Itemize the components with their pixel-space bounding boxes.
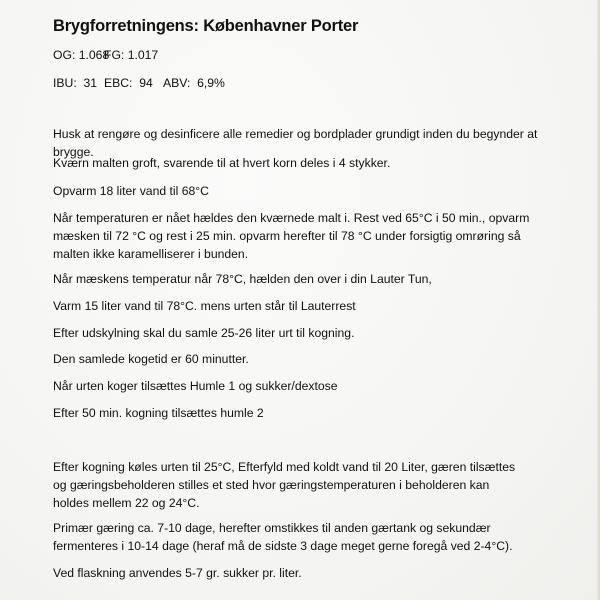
stat-ibu: IBU: 31 <box>53 76 98 90</box>
paragraph-hops-1: Når urten koger tilsættes Humle 1 og sukker/dextose <box>53 379 338 393</box>
document-title: Brygforretningens: Københavner Porter <box>53 17 359 35</box>
paragraph-boil-time: Den samlede kogetid er 60 minutter. <box>53 352 249 366</box>
paragraph-hops-2: Efter 50 min. kogning tilsættes humle 2 <box>53 406 264 420</box>
paragraph-fermentation: Primær gæring ca. 7-10 dage, herefter omstikkes til anden gærtank og sekundær fermenteres i 10-14 dage (heraf må de sidste 3 dage meget gerne foregå ved 2-4°C). <box>53 521 513 553</box>
paragraph-bottling: Ved flaskning anvendes 5-7 gr. sukker pr. liter. <box>53 566 302 580</box>
paragraph-cleaning: Husk at rengøre og desinficere alle remedier og bordplader grundigt inden du begynder at brygge. <box>53 127 538 159</box>
paragraph-milling: Kværn malten groft, svarende til at hvert korn deles i 4 stykker. <box>53 156 391 170</box>
stat-abv: ABV: 6,9% <box>163 76 225 90</box>
paragraph-collect-wort: Efter udskylning skal du samle 25-26 liter urt til kogning. <box>53 326 355 340</box>
paragraph-lauter: Når mæskens temperatur når 78°C, hælden den over i din Lauter Tun, <box>53 272 432 286</box>
stat-og: OG: 1.068 <box>53 48 110 62</box>
paragraph-sparge-water: Varm 15 liter vand til 78°C. mens urten står til Lauterrest <box>53 299 356 313</box>
paragraph-heat-water: Opvarm 18 liter vand til 68°C <box>53 184 209 198</box>
paragraph-cooling: Efter kogning køles urten til 25°C, Efterfyld med koldt vand til 20 Liter, gæren tilsættes og gæringsbeholderen stilles et sted hvor gæringstemperaturen i beholderen kan holdes mellem 22 og 24°C. <box>53 460 516 510</box>
stat-ebc: EBC: 94 <box>104 76 153 90</box>
stat-fg: FG: 1.017 <box>104 48 159 62</box>
paragraph-mash: Når temperaturen er nået hældes den kværnede malt i. Rest ved 65°C i 50 min., opvarm mæsken til 72 °C og rest i 25 min. opvarm herefter til 78 °C under forsigtig omrøring så malten ikke karamelliserer i bunden. <box>53 211 530 261</box>
